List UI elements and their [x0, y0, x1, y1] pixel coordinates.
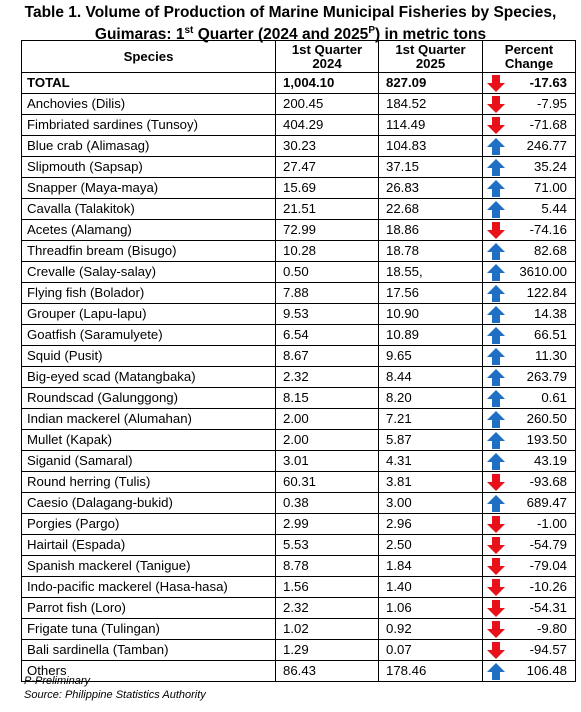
percent-change-cell — [483, 346, 576, 367]
percent-change-value: -1.00 — [536, 516, 567, 531]
title-part: ) in metric tons — [374, 26, 487, 44]
value-2024-cell: 7.88 — [276, 283, 379, 304]
value-2025-cell: 8.20 — [379, 388, 483, 409]
preliminary-note: P-Preliminary — [24, 675, 91, 687]
arrow-up-icon — [487, 159, 505, 176]
table-row — [22, 73, 576, 94]
percent-change-value: -94.57 — [529, 642, 567, 657]
percent-change-value: 3610.00 — [519, 264, 567, 279]
arrow-down-icon — [487, 600, 505, 617]
species-cell: Round herring (Tulis) — [22, 472, 276, 493]
species-cell: Big-eyed scad (Matangbaka) — [22, 367, 276, 388]
percent-change-cell — [483, 325, 576, 346]
table-row — [22, 94, 576, 115]
percent-change-cell — [483, 598, 576, 619]
arrow-down-icon — [487, 621, 505, 638]
species-cell: Goatfish (Saramulyete) — [22, 325, 276, 346]
title-superscript: st — [184, 25, 194, 36]
table-row — [22, 451, 576, 472]
value-2024-cell: 2.32 — [276, 367, 379, 388]
value-2025-cell: 9.65 — [379, 346, 483, 367]
percent-change-cell — [483, 262, 576, 283]
percent-change-value: 35.24 — [533, 159, 567, 174]
arrow-up-icon — [487, 369, 505, 386]
arrow-down-icon — [487, 516, 505, 533]
value-2024-cell: 404.29 — [276, 115, 379, 136]
table-row — [22, 136, 576, 157]
value-2025-cell: 1.40 — [379, 577, 483, 598]
header-2024-line1: 1st Quarter — [291, 41, 363, 57]
value-2025-cell: 1.84 — [379, 556, 483, 577]
species-cell: Bali sardinella (Tamban) — [22, 640, 276, 661]
value-2024-cell: 21.51 — [276, 199, 379, 220]
percent-change-cell — [483, 115, 576, 136]
value-2024-cell: 1.02 — [276, 619, 379, 640]
value-2024-cell: 0.38 — [276, 493, 379, 514]
table-row — [22, 220, 576, 241]
value-2025-cell: 114.49 — [379, 115, 483, 136]
value-2025-cell: 18.86 — [379, 220, 483, 241]
value-2025-cell: 104.83 — [379, 136, 483, 157]
table-row — [22, 325, 576, 346]
species-cell: Indian mackerel (Alumahan) — [22, 409, 276, 430]
percent-change-value: 11.30 — [534, 348, 567, 363]
percent-change-cell — [483, 451, 576, 472]
value-2024-cell: 0.50 — [276, 262, 379, 283]
arrow-up-icon — [487, 264, 505, 281]
value-2024-cell: 27.47 — [276, 157, 379, 178]
arrow-up-icon — [487, 201, 505, 218]
header-2024-line2: 2024 — [312, 55, 342, 71]
arrow-down-icon — [487, 537, 505, 554]
percent-change-value: -93.68 — [529, 474, 567, 489]
percent-change-cell — [483, 430, 576, 451]
percent-change-value: -74.16 — [529, 222, 567, 237]
header-row — [22, 41, 576, 73]
value-2025-cell: 22.68 — [379, 199, 483, 220]
percent-change-cell — [483, 472, 576, 493]
species-cell: Flying fish (Bolador) — [22, 283, 276, 304]
percent-change-value: -54.31 — [529, 600, 567, 615]
value-2025-cell: 827.09 — [379, 73, 483, 94]
percent-change-cell — [483, 556, 576, 577]
value-2025-cell: 0.92 — [379, 619, 483, 640]
value-2024-cell: 1.29 — [276, 640, 379, 661]
value-2025-cell: 26.83 — [379, 178, 483, 199]
header-change — [483, 41, 576, 73]
percent-change-cell — [483, 94, 576, 115]
percent-change-cell — [483, 577, 576, 598]
percent-change-cell — [483, 220, 576, 241]
arrow-up-icon — [487, 243, 505, 260]
percent-change-cell — [483, 619, 576, 640]
percent-change-value: 260.50 — [526, 411, 567, 426]
arrow-down-icon — [487, 117, 505, 134]
header-species: Species — [22, 41, 276, 73]
percent-change-value: -7.95 — [536, 96, 567, 111]
value-2025-cell: 17.56 — [379, 283, 483, 304]
species-cell: Anchovies (Dilis) — [22, 94, 276, 115]
table-row — [22, 556, 576, 577]
percent-change-cell — [483, 178, 576, 199]
table-row — [22, 577, 576, 598]
value-2024-cell: 86.43 — [276, 661, 379, 682]
arrow-up-icon — [487, 453, 505, 470]
table-row — [22, 178, 576, 199]
table-row — [22, 598, 576, 619]
percent-change-value: -54.79 — [529, 537, 567, 552]
table-row — [22, 262, 576, 283]
percent-change-cell — [483, 640, 576, 661]
value-2024-cell: 72.99 — [276, 220, 379, 241]
table-row — [22, 493, 576, 514]
percent-change-cell — [483, 493, 576, 514]
species-cell: Crevalle (Salay-salay) — [22, 262, 276, 283]
species-cell: Mullet (Kapak) — [22, 430, 276, 451]
percent-change-value: -71.68 — [529, 117, 567, 132]
species-cell: Indo-pacific mackerel (Hasa-hasa) — [22, 577, 276, 598]
table-row — [22, 514, 576, 535]
percent-change-value: 43.19 — [533, 453, 567, 468]
header-2025 — [379, 41, 483, 73]
species-cell: Spanish mackerel (Tanigue) — [22, 556, 276, 577]
percent-change-value: 71.00 — [533, 180, 567, 195]
value-2025-cell: 10.89 — [379, 325, 483, 346]
value-2025-cell: 178.46 — [379, 661, 483, 682]
source-note: Source: Philippine Statistics Authority — [24, 689, 206, 701]
arrow-up-icon — [487, 411, 505, 428]
value-2024-cell: 3.01 — [276, 451, 379, 472]
percent-change-value: 82.68 — [533, 243, 567, 258]
value-2025-cell: 37.15 — [379, 157, 483, 178]
arrow-down-icon — [487, 558, 505, 575]
percent-change-cell — [483, 283, 576, 304]
percent-change-cell — [483, 367, 576, 388]
table-row — [22, 346, 576, 367]
species-cell: Threadfin bream (Bisugo) — [22, 241, 276, 262]
arrow-down-icon — [487, 222, 505, 239]
percent-change-cell — [483, 388, 576, 409]
arrow-up-icon — [487, 180, 505, 197]
value-2025-cell: 0.07 — [379, 640, 483, 661]
fisheries-table — [21, 40, 576, 682]
value-2024-cell: 10.28 — [276, 241, 379, 262]
value-2025-cell: 184.52 — [379, 94, 483, 115]
species-cell: Blue crab (Alimasag) — [22, 136, 276, 157]
value-2025-cell: 10.90 — [379, 304, 483, 325]
value-2024-cell: 1,004.10 — [276, 73, 379, 94]
percent-change-cell — [483, 535, 576, 556]
percent-change-value: 5.44 — [541, 201, 567, 216]
arrow-down-icon — [487, 474, 505, 491]
species-cell: Caesio (Dalagang-bukid) — [22, 493, 276, 514]
table-body — [22, 73, 576, 682]
value-2025-cell: 8.44 — [379, 367, 483, 388]
arrow-down-icon — [487, 96, 505, 113]
value-2025-cell: 18.78 — [379, 241, 483, 262]
header-2024 — [276, 41, 379, 73]
table-row — [22, 409, 576, 430]
arrow-up-icon — [487, 348, 505, 365]
title-superscript: P — [368, 25, 375, 36]
value-2024-cell: 15.69 — [276, 178, 379, 199]
table-row — [22, 535, 576, 556]
value-2025-cell: 7.21 — [379, 409, 483, 430]
arrow-down-icon — [487, 75, 505, 92]
table-row — [22, 283, 576, 304]
percent-change-cell — [483, 241, 576, 262]
table-row — [22, 304, 576, 325]
arrow-up-icon — [487, 432, 505, 449]
percent-change-value: 689.47 — [526, 495, 567, 510]
percent-change-value: 122.84 — [526, 285, 567, 300]
percent-change-value: -10.26 — [529, 579, 567, 594]
value-2024-cell: 8.78 — [276, 556, 379, 577]
arrow-down-icon — [487, 642, 505, 659]
species-cell: Slipmouth (Sapsap) — [22, 157, 276, 178]
species-cell: Snapper (Maya-maya) — [22, 178, 276, 199]
percent-change-value: -9.80 — [536, 621, 567, 636]
arrow-up-icon — [487, 138, 505, 155]
title-line-1: Table 1. Volume of Production of Marine Municipal Fisheries by Species, — [24, 4, 557, 21]
table-row — [22, 367, 576, 388]
percent-change-value: -79.04 — [529, 558, 567, 573]
arrow-up-icon — [487, 327, 505, 344]
value-2025-cell: 5.87 — [379, 430, 483, 451]
percent-change-value: -17.63 — [529, 75, 567, 90]
header-change-line1: Percent — [504, 41, 554, 57]
species-cell: Porgies (Pargo) — [22, 514, 276, 535]
value-2025-cell: 2.50 — [379, 535, 483, 556]
percent-change-cell — [483, 304, 576, 325]
percent-change-value: 106.48 — [526, 663, 567, 678]
species-cell: Parrot fish (Loro) — [22, 598, 276, 619]
value-2024-cell: 1.56 — [276, 577, 379, 598]
species-cell: Siganid (Samaral) — [22, 451, 276, 472]
value-2025-cell: 3.00 — [379, 493, 483, 514]
species-cell: Roundscad (Galunggong) — [22, 388, 276, 409]
value-2024-cell: 2.00 — [276, 409, 379, 430]
percent-change-cell — [483, 514, 576, 535]
table-row — [22, 241, 576, 262]
arrow-down-icon — [487, 579, 505, 596]
value-2024-cell: 2.00 — [276, 430, 379, 451]
species-cell: Cavalla (Talakitok) — [22, 199, 276, 220]
percent-change-value: 246.77 — [526, 138, 567, 153]
species-cell: Grouper (Lapu-lapu) — [22, 304, 276, 325]
header-change-line2: Change — [504, 55, 554, 71]
value-2024-cell: 60.31 — [276, 472, 379, 493]
value-2024-cell: 8.67 — [276, 346, 379, 367]
arrow-up-icon — [487, 285, 505, 302]
species-cell: Hairtail (Espada) — [22, 535, 276, 556]
arrow-up-icon — [487, 663, 505, 680]
table-title — [0, 4, 581, 44]
percent-change-cell — [483, 199, 576, 220]
percent-change-cell — [483, 409, 576, 430]
table-row — [22, 472, 576, 493]
value-2024-cell: 5.53 — [276, 535, 379, 556]
arrow-up-icon — [487, 390, 505, 407]
header-2025-line1: 1st Quarter — [395, 41, 466, 57]
percent-change-cell — [483, 136, 576, 157]
value-2024-cell: 2.32 — [276, 598, 379, 619]
species-cell: Acetes (Alamang) — [22, 220, 276, 241]
percent-change-value: 263.79 — [526, 369, 567, 384]
species-cell: Others — [22, 661, 276, 682]
arrow-up-icon — [487, 495, 505, 512]
table-row — [22, 115, 576, 136]
species-cell: Fimbriated sardines (Tunsoy) — [22, 115, 276, 136]
percent-change-cell — [483, 73, 576, 94]
table-row — [22, 157, 576, 178]
value-2024-cell: 6.54 — [276, 325, 379, 346]
table-row — [22, 640, 576, 661]
percent-change-value: 66.51 — [533, 327, 567, 342]
species-cell: Squid (Pusit) — [22, 346, 276, 367]
species-cell: Frigate tuna (Tulingan) — [22, 619, 276, 640]
value-2024-cell: 200.45 — [276, 94, 379, 115]
species-cell: TOTAL — [22, 73, 276, 94]
header-2025-line2: 2025 — [415, 55, 446, 71]
table-row — [22, 388, 576, 409]
value-2025-cell: 3.81 — [379, 472, 483, 493]
value-2025-cell: 2.96 — [379, 514, 483, 535]
arrow-up-icon — [487, 306, 505, 323]
value-2024-cell: 2.99 — [276, 514, 379, 535]
table-row — [22, 430, 576, 451]
percent-change-cell — [483, 157, 576, 178]
value-2024-cell: 8.15 — [276, 388, 379, 409]
percent-change-cell — [483, 661, 576, 682]
table-row — [22, 199, 576, 220]
percent-change-value: 0.61 — [541, 390, 567, 405]
table-row — [22, 619, 576, 640]
percent-change-value: 14.38 — [533, 306, 567, 321]
table-notes — [24, 674, 206, 702]
percent-change-value: 193.50 — [526, 432, 567, 447]
value-2024-cell: 30.23 — [276, 136, 379, 157]
title-part: Guimaras: 1 — [94, 26, 185, 44]
value-2024-cell: 9.53 — [276, 304, 379, 325]
value-2025-cell: 1.06 — [379, 598, 483, 619]
value-2025-cell: 4.31 — [379, 451, 483, 472]
value-2025-cell: 18.55, — [379, 262, 483, 283]
title-part: Quarter (2024 and 2025 — [193, 26, 369, 44]
